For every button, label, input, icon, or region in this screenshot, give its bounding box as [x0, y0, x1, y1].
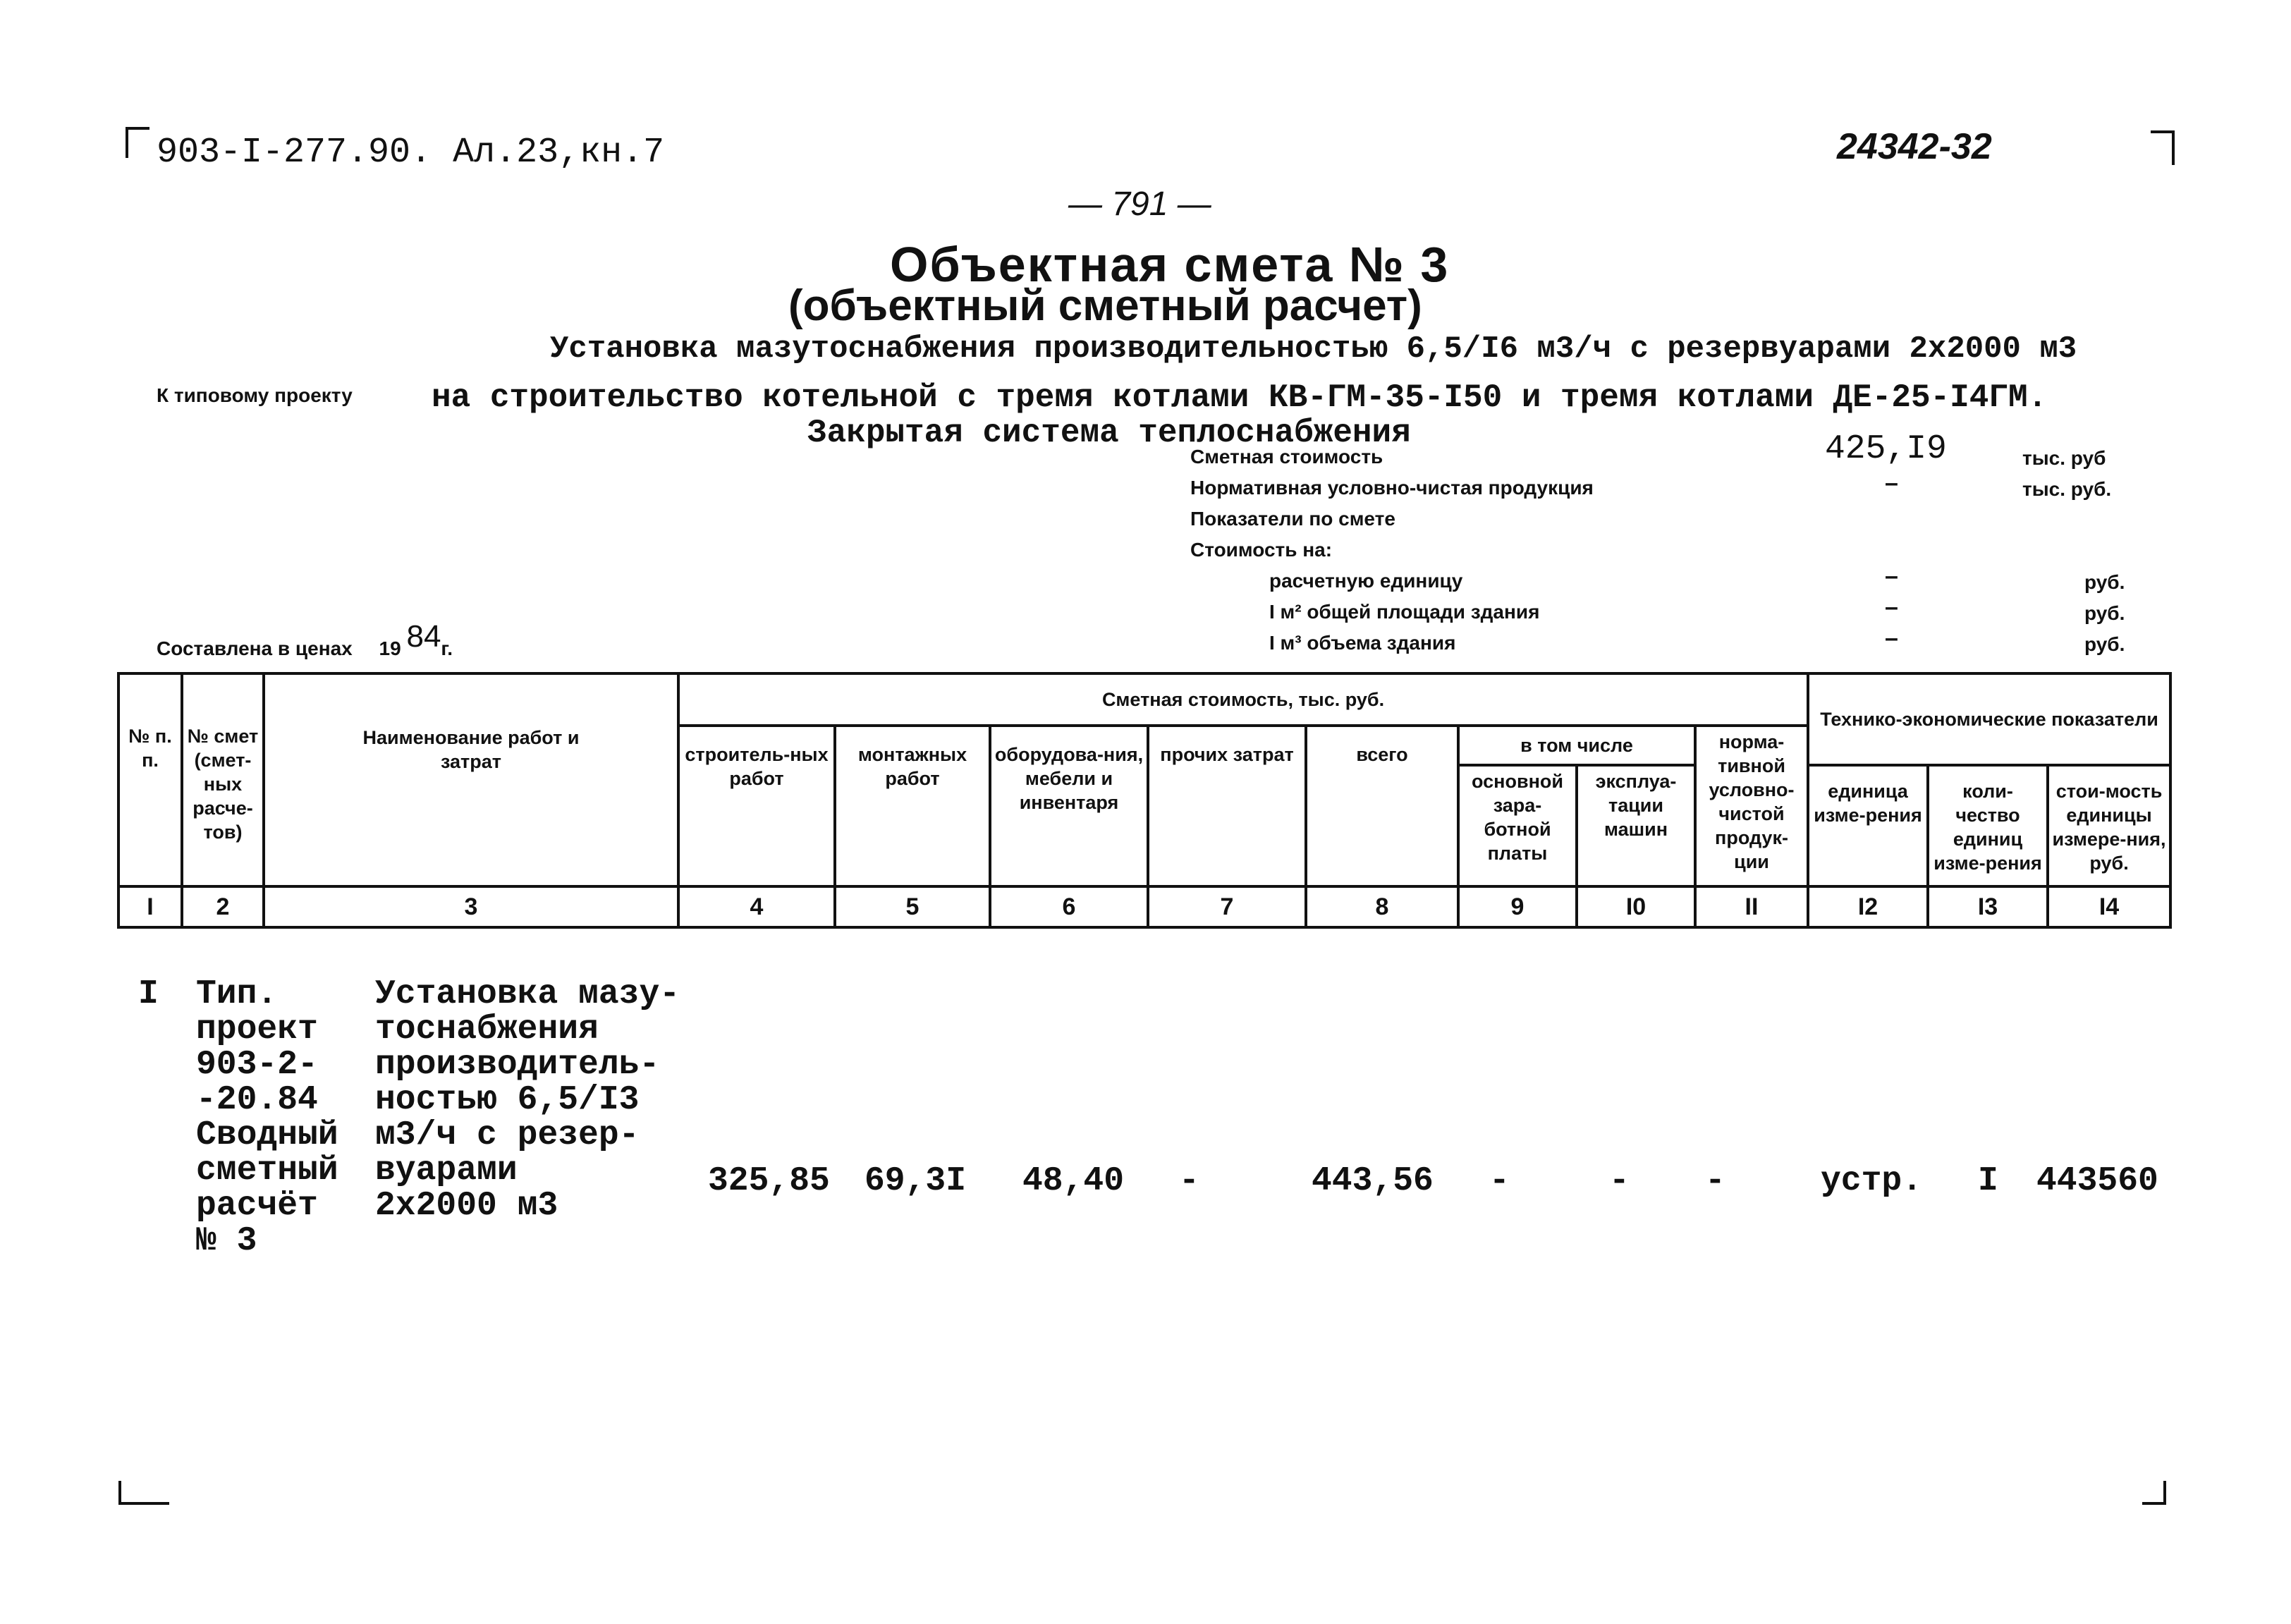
col-number: 8	[1306, 886, 1458, 927]
summary-label: Сметная стоимость	[1190, 446, 1383, 468]
summary-label: Нормативная условно-чистая продукция	[1190, 477, 1594, 499]
page-number: — 791 —	[1068, 185, 1211, 223]
col-number: I3	[1928, 886, 2048, 927]
summary-row	[1190, 470, 2156, 508]
cell-machines: -	[1609, 1162, 1630, 1200]
inventory-number: 24342-32	[1837, 126, 1992, 167]
col-header-quantity: коли-чество единиц изме-рения	[1928, 765, 2048, 886]
subject-line-2: на строительство котельной с тремя котлами КВ-ГМ-35-I50 и тремя котлами ДЕ-25-I4ГМ.	[432, 379, 2048, 416]
col-header-number: № п. п.	[118, 673, 182, 886]
summary-row	[1190, 508, 2156, 539]
col-number: I4	[2048, 886, 2170, 927]
cell-quantity: I	[1978, 1162, 1998, 1200]
col-header-unit-cost: стои-мость единицы измере-ния, руб.	[2048, 765, 2170, 886]
summary-unit: руб.	[2084, 571, 2125, 593]
project-label: К типовому проекту	[157, 384, 353, 406]
summary-row	[1190, 594, 2156, 632]
summary-label: расчетную единицу	[1269, 570, 1463, 592]
ref-line: Сводный	[196, 1116, 338, 1154]
subject-line-1: Установка мазутоснабжения производительностью 6,5/I6 м3/ч с резервуарами 2х2000 м3	[550, 331, 2077, 367]
prices-prefix: 19	[379, 637, 401, 659]
col-header-other: прочих затрат	[1148, 726, 1306, 886]
col-header-machines: эксплуа-тации машин	[1577, 765, 1695, 886]
col-number: I2	[1808, 886, 1928, 927]
cell-unit-cost: 443560	[2036, 1162, 2158, 1200]
name-line: производитель-	[375, 1046, 660, 1084]
summary-value: –	[1885, 625, 1898, 652]
summary-unit: тыс. руб	[2022, 447, 2106, 469]
summary-value: –	[1885, 563, 1898, 590]
col-number: 4	[678, 886, 835, 927]
corner-mark-bottom-right	[2142, 1481, 2166, 1505]
cell-unit: устр.	[1821, 1162, 1923, 1200]
name-line: вуарами	[375, 1152, 518, 1190]
corner-mark-bottom-left	[118, 1481, 169, 1505]
cell-installation: 69,3I	[865, 1162, 967, 1200]
col-header-name: Наименование работ и затрат	[264, 673, 678, 886]
col-header-wages: основной зара-ботной платы	[1458, 765, 1577, 886]
col-number: 5	[835, 886, 990, 927]
ref-line: расчёт	[196, 1187, 318, 1225]
summary-label: I м³ объема здания	[1269, 632, 1456, 654]
col-header-unit: единица изме-рения	[1808, 765, 1928, 886]
row-number: I	[138, 975, 159, 1013]
subject-line-3: Закрытая система теплоснабжения	[807, 415, 1411, 451]
name-line: Установка мазу-	[375, 975, 680, 1013]
name-line: тоснабжения	[375, 1011, 599, 1049]
summary-unit: руб.	[2084, 602, 2125, 624]
ref-line: -20.84	[196, 1081, 318, 1119]
summary-label: Показатели по смете	[1190, 508, 1395, 530]
col-header-normative: норма-тивной условно-чистой продук-ции	[1695, 726, 1808, 886]
document-subtitle: (объектный сметный расчет)	[788, 281, 1422, 330]
row-estimate-ref	[196, 977, 338, 1259]
row-name	[375, 977, 680, 1223]
name-line: ностью 6,5/I3	[375, 1081, 640, 1119]
cell-equipment: 48,40	[1022, 1162, 1125, 1200]
col-number: I	[118, 886, 182, 927]
ref-line: сметный	[196, 1152, 338, 1190]
summary-row	[1190, 539, 2156, 570]
summary-row	[1190, 625, 2156, 663]
col-number: 3	[264, 886, 678, 927]
summary-value: –	[1885, 594, 1898, 621]
ref-line: 903-2-	[196, 1046, 318, 1084]
group-header-including: в том числе	[1458, 726, 1695, 765]
summary-row	[1190, 563, 2156, 601]
col-number: 9	[1458, 886, 1577, 927]
summary-label: Стоимость на:	[1190, 539, 1333, 561]
summary-block	[1190, 430, 2156, 663]
estimate-table-header	[117, 672, 2172, 929]
corner-mark-top-right	[2151, 130, 2175, 165]
col-number: II	[1695, 886, 1808, 927]
cell-wages: -	[1489, 1162, 1510, 1200]
col-header-total: всего	[1306, 726, 1458, 886]
name-line: м3/ч с резер-	[375, 1116, 640, 1154]
col-header-equipment: оборудова-ния, мебели и инвентаря	[990, 726, 1148, 886]
summary-row	[1190, 430, 2156, 477]
summary-label: I м² общей площади здания	[1269, 601, 1540, 623]
summary-value: –	[1885, 470, 1898, 496]
name-line: 2х2000 м3	[375, 1187, 558, 1225]
prices-suffix: г.	[441, 637, 453, 659]
col-number: 7	[1148, 886, 1306, 927]
col-number: 2	[182, 886, 264, 927]
col-header-construction: строитель-ных работ	[678, 726, 835, 886]
prices-label: Составлена в ценах	[157, 637, 353, 659]
cell-other: -	[1179, 1162, 1199, 1200]
ref-line: Тип.	[196, 975, 278, 1013]
corner-mark-top-left	[126, 127, 149, 158]
cell-normative: -	[1705, 1162, 1725, 1200]
summary-unit: руб.	[2084, 633, 2125, 655]
summary-value: 425,I9	[1825, 430, 1947, 468]
ref-line: проект	[196, 1011, 318, 1049]
group-header-tech: Технико-экономические показатели	[1808, 673, 2170, 765]
ref-line: № 3	[196, 1222, 257, 1260]
summary-unit: тыс. руб.	[2022, 478, 2112, 500]
document-title: Объектная смета № 3	[890, 237, 1450, 292]
col-header-installation: монтажных работ	[835, 726, 990, 886]
prices-line	[157, 619, 453, 663]
document-code: 903-I-277.90. Ал.23,кн.7	[157, 133, 665, 173]
col-number: I0	[1577, 886, 1695, 927]
group-header-cost: Сметная стоимость, тыс. руб.	[678, 673, 1808, 726]
cell-total: 443,56	[1312, 1162, 1434, 1200]
prices-year: 84	[406, 619, 441, 654]
cell-construction: 325,85	[708, 1162, 830, 1200]
col-header-estimate-ref: № смет (смет-ных расче-тов)	[182, 673, 264, 886]
col-number: 6	[990, 886, 1148, 927]
